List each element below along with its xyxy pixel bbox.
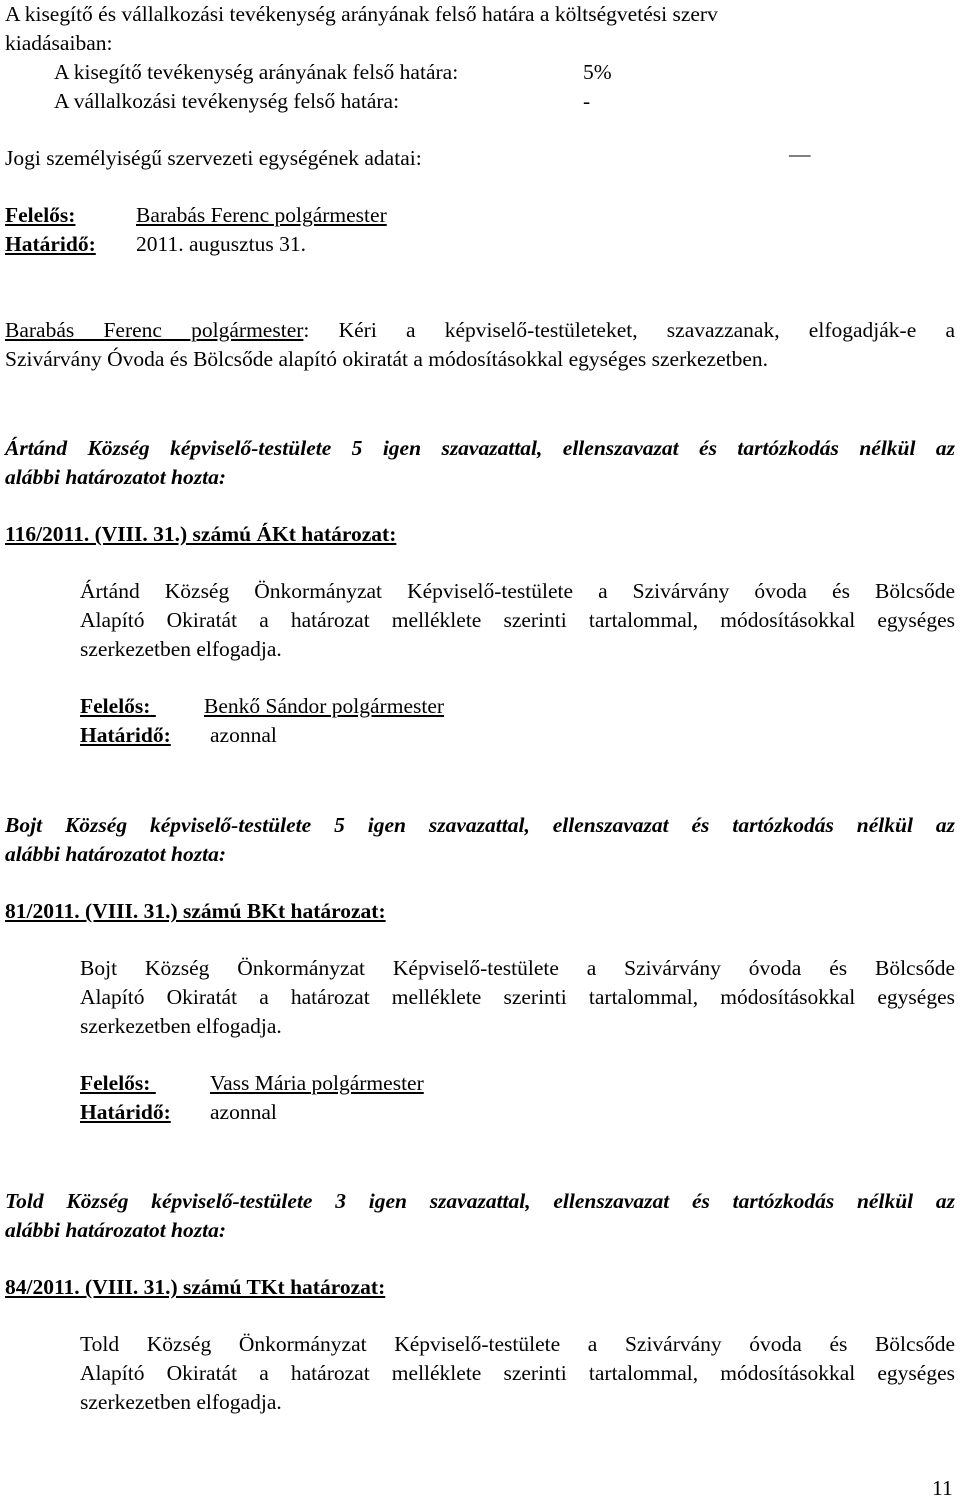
responsible-name: Vass Mária polgármester	[210, 1071, 424, 1095]
resolution-body: Alapító Okiratát a határozat melléklete szerinti tartalommal, módosításokkal egységes	[80, 985, 955, 1009]
resolution-body: szerkezetben elfogadja.	[80, 1390, 282, 1414]
responsible-row	[80, 692, 198, 721]
responsible-row	[80, 1069, 204, 1098]
deadline-label: Határidő:	[80, 1100, 171, 1124]
responsible-label: Felelős:	[80, 694, 151, 718]
speech-text: : Kéri a képviselő-testületeket, szavazzanak, elfogadják-e a	[303, 318, 955, 342]
responsible-label: Felelős:	[80, 1071, 151, 1095]
vote-statement: Told Község képviselő-testülete 3 igen szavazattal, ellenszavazat és tartózkodás nélkül az	[5, 1189, 955, 1213]
speaker-name: Barabás Ferenc polgármester	[5, 318, 304, 342]
deadline-row	[80, 721, 171, 750]
resolution-body: Told Község Önkormányzat Képviselő-testülete a Szivárvány óvoda és Bölcsőde	[80, 1332, 955, 1356]
vote-statement: alábbi határozatot hozta:	[5, 465, 227, 489]
resolution-title-text: 116/2011. (VIII. 31.) számú ÁKt határozat:	[5, 522, 397, 546]
vote-statement: Bojt Község képviselő-testülete 5 igen szavazattal, ellenszavazat és tartózkodás nélkül az	[5, 813, 955, 837]
deadline-row	[80, 1098, 171, 1127]
resolution-body: Alapító Okiratát a határozat melléklete szerinti tartalommal, módosításokkal egységes	[80, 1361, 955, 1385]
resolution-title	[5, 520, 396, 549]
resolution-title	[5, 897, 386, 926]
speech-line	[5, 316, 955, 345]
business-limit-label: A vállalkozási tevékenység felső határa:	[54, 89, 400, 113]
deadline-label: Határidő:	[5, 232, 96, 256]
resolution-body: Bojt Község Önkormányzat Képviselő-testülete a Szivárvány óvoda és Bölcsőde	[80, 956, 955, 980]
resolution-title	[5, 1273, 385, 1302]
legal-entity-value: —	[789, 142, 811, 166]
resolution-title-text: 81/2011. (VIII. 31.) számú BKt határozat:	[5, 899, 386, 923]
legal-entity-label: Jogi személyiségű szervezeti egységének adatai:	[5, 146, 422, 170]
intro-line: kiadásaiban:	[5, 31, 113, 55]
vote-statement: alábbi határozatot hozta:	[5, 842, 227, 866]
intro-line: A kisegítő és vállalkozási tevékenység arányának felső határa a költségvetési szerv	[5, 2, 718, 26]
vote-statement: alábbi határozatot hozta:	[5, 1218, 227, 1242]
responsible-value	[210, 1069, 424, 1098]
resolution-body: Ártánd Község Önkormányzat Képviselő-testülete a Szivárvány óvoda és Bölcsőde	[80, 579, 955, 603]
deadline-row	[5, 230, 96, 259]
responsible-name: Barabás Ferenc polgármester	[136, 203, 387, 227]
vote-statement: Ártánd Község képviselő-testülete 5 igen szavazattal, ellenszavazat és tartózkodás nélkül az	[5, 436, 955, 460]
resolution-title-text: 84/2011. (VIII. 31.) számú TKt határozat:	[5, 1275, 386, 1299]
resolution-body: szerkezetben elfogadja.	[80, 1014, 282, 1038]
deadline-label: Határidő:	[80, 723, 171, 747]
auxiliary-limit-value: 5%	[583, 60, 612, 84]
responsible-label: Felelős:	[5, 203, 76, 227]
deadline-value: azonnal	[210, 1100, 277, 1124]
speech-line: Szivárvány Óvoda és Bölcsőde alapító okiratát a módosításokkal egységes szerkezetben.	[5, 347, 769, 371]
responsible-name: Benkő Sándor polgármester	[204, 694, 445, 718]
deadline-value: azonnal	[210, 723, 277, 747]
responsible-value	[204, 692, 444, 721]
auxiliary-limit-label: A kisegítő tevékenység arányának felső határa:	[54, 60, 459, 84]
resolution-body: szerkezetben elfogadja.	[80, 637, 282, 661]
page-number: 11	[932, 1476, 953, 1500]
responsible-row	[5, 201, 75, 230]
business-limit-value: -	[583, 89, 591, 113]
responsible-value	[136, 201, 387, 230]
resolution-body: Alapító Okiratát a határozat melléklete szerinti tartalommal, módosításokkal egységes	[80, 608, 955, 632]
deadline-value: 2011. augusztus 31.	[136, 232, 306, 256]
